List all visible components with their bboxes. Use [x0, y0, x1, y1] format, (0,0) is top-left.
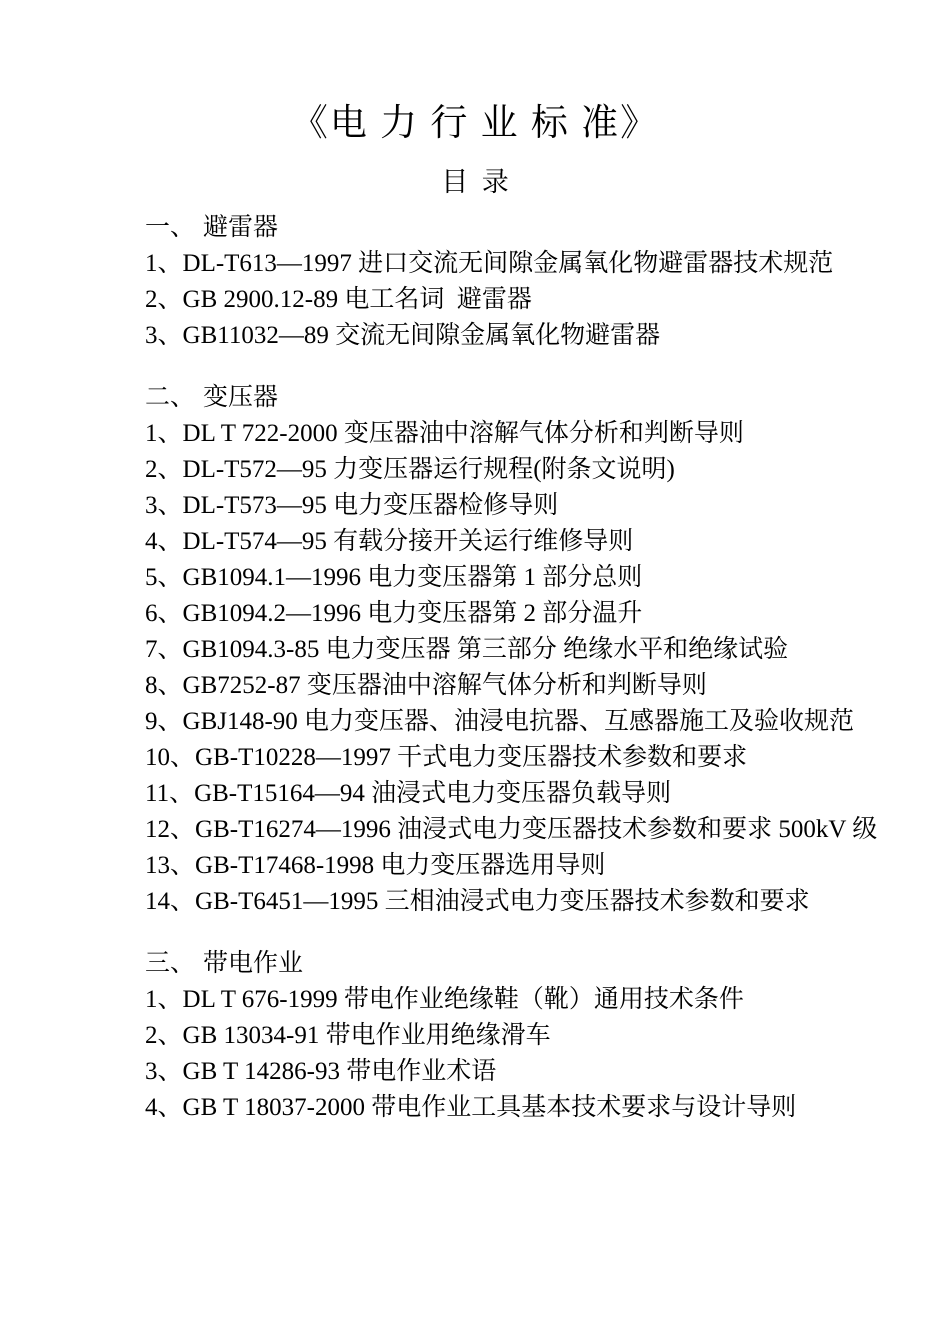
item-number: 3、	[145, 492, 183, 519]
item-number: 2、	[145, 1022, 183, 1049]
item-number: 1、	[145, 250, 183, 277]
item-text: GB-T6451—1995 三相油浸式电力变压器技术参数和要求	[195, 888, 810, 915]
toc-item	[145, 632, 940, 668]
item-text: GB11032—89 交流无间隙金属氧化物避雷器	[182, 322, 661, 349]
item-number: 8、	[145, 672, 183, 699]
toc-section	[145, 210, 940, 354]
item-text: GB-T10228—1997 干式电力变压器技术参数和要求	[195, 744, 748, 771]
item-number: 4、	[145, 528, 183, 555]
item-number: 1、	[145, 420, 183, 447]
item-number: 13、	[145, 852, 196, 879]
item-text: GB 2900.12-89 电工名词 避雷器	[182, 286, 532, 313]
toc-item	[145, 1018, 940, 1054]
item-text: DL T 676-1999 带电作业绝缘鞋（靴）通用技术条件	[182, 986, 744, 1013]
toc-item	[145, 596, 940, 632]
item-number: 7、	[145, 636, 183, 663]
toc-heading: 目 录	[441, 167, 509, 197]
item-number: 4、	[145, 1094, 183, 1121]
toc-item	[145, 1054, 940, 1090]
toc-item	[145, 524, 940, 560]
item-number: 2、	[145, 456, 183, 483]
toc-item	[145, 452, 940, 488]
toc-item	[145, 318, 940, 354]
item-text: GB 13034-91 带电作业用绝缘滑车	[182, 1022, 551, 1049]
toc-item	[145, 560, 940, 596]
section-number: 三、	[145, 950, 196, 977]
item-text: DL T 722-2000 变压器油中溶解气体分析和判断导则	[182, 420, 744, 447]
toc-section	[145, 946, 940, 1126]
toc-item	[145, 668, 940, 704]
item-number: 10、	[145, 744, 196, 771]
item-text: GB-T17468-1998 电力变压器选用导则	[195, 852, 606, 879]
item-number: 5、	[145, 564, 183, 591]
item-text: GB-T16274—1996 油浸式电力变压器技术参数和要求 500kV 级	[195, 816, 878, 843]
item-text: GB1094.1—1996 电力变压器第 1 部分总则	[182, 564, 643, 591]
item-number: 11、	[145, 780, 195, 807]
toc-section	[145, 380, 940, 920]
toc-item	[145, 982, 940, 1018]
toc-item	[145, 488, 940, 524]
item-number: 3、	[145, 1058, 183, 1085]
toc-item	[145, 246, 940, 282]
item-text: DL-T613—1997 进口交流无间隙金属氧化物避雷器技术规范	[182, 250, 834, 277]
toc-item	[145, 416, 940, 452]
item-number: 6、	[145, 600, 183, 627]
section-heading	[145, 210, 940, 246]
item-text: GB T 18037-2000 带电作业工具基本技术要求与设计导则	[182, 1094, 797, 1121]
section-title: 带电作业	[203, 950, 304, 977]
item-number: 12、	[145, 816, 196, 843]
item-number: 2、	[145, 286, 183, 313]
item-text: DL-T573—95 电力变压器检修导则	[182, 492, 559, 519]
toc-item	[145, 282, 940, 318]
item-text: DL-T574—95 有载分接开关运行维修导则	[182, 528, 634, 555]
section-title: 变压器	[203, 384, 279, 411]
item-text: GB1094.2—1996 电力变压器第 2 部分温升	[182, 600, 643, 627]
toc-item	[145, 884, 940, 920]
section-title: 避雷器	[203, 214, 279, 241]
section-heading	[145, 946, 940, 982]
section-number: 二、	[145, 384, 196, 411]
item-text: DL-T572—95 力变压器运行规程(附条文说明)	[182, 456, 675, 483]
section-number: 一、	[145, 214, 196, 241]
toc-item	[145, 740, 940, 776]
item-text: GBJ148-90 电力变压器、油浸电抗器、互感器施工及验收规范	[182, 708, 855, 735]
toc-sections	[0, 210, 950, 1126]
toc-item	[145, 812, 940, 848]
section-heading	[145, 380, 940, 416]
toc-item	[145, 848, 940, 884]
item-text: GB-T15164—94 油浸式电力变压器负载导则	[194, 780, 672, 807]
item-number: 3、	[145, 322, 183, 349]
document-title: 《电 力 行 业 标 准》	[290, 103, 660, 144]
item-text: GB1094.3-85 电力变压器 第三部分 绝缘水平和绝缘试验	[182, 636, 789, 663]
item-text: GB T 14286-93 带电作业术语	[182, 1058, 497, 1085]
item-text: GB7252-87 变压器油中溶解气体分析和判断导则	[182, 672, 707, 699]
item-number: 14、	[145, 888, 196, 915]
toc-item	[145, 704, 940, 740]
item-number: 1、	[145, 986, 183, 1013]
toc-item	[145, 1090, 940, 1126]
toc-item	[145, 776, 940, 812]
item-number: 9、	[145, 708, 183, 735]
